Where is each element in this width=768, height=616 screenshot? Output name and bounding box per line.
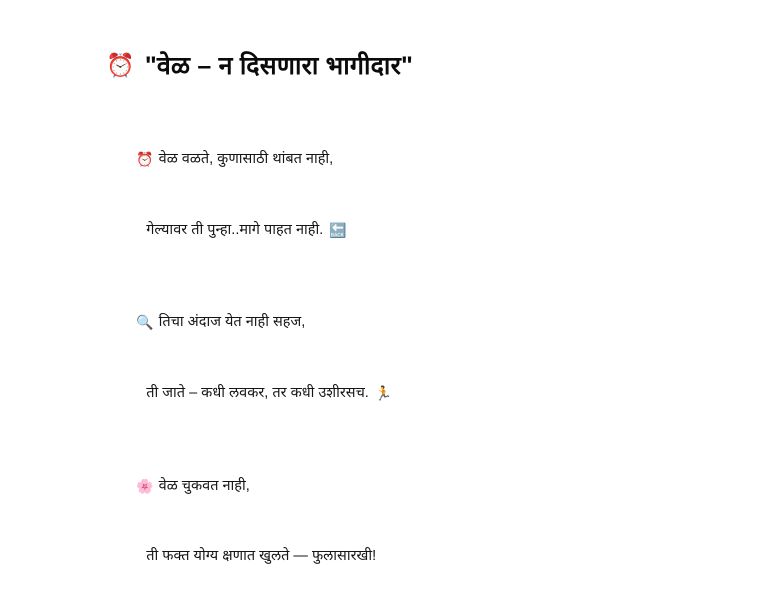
stanza xyxy=(104,125,708,266)
poem-line-text: ती जाते – कधी लवकर, तर कधी उशीरसच. xyxy=(146,384,369,401)
magnifying-glass-icon: 🔍 xyxy=(136,315,154,332)
poem-line-text: वेळ चुकवत नाही, xyxy=(158,477,250,494)
poem-line-text: ती फक्त योग्य क्षणात खुलते — फुलासारखी! xyxy=(146,548,377,565)
alarm-clock-icon: ⏰ xyxy=(106,53,135,80)
poem-line xyxy=(104,522,708,592)
back-arrow-icon: 🔙 xyxy=(329,222,347,239)
stanza xyxy=(104,451,708,592)
poem-line-text: गेल्यावर ती पुन्हा..मागे पाहत नाही. xyxy=(146,221,324,238)
poem-line xyxy=(104,195,708,266)
poem-line-text: वेळ वळते, कुणासाठी थांबत नाही, xyxy=(158,150,334,167)
poem-line-text: तिचा अंदाज येत नाही सहज, xyxy=(158,314,306,331)
alarm-clock-icon: ⏰ xyxy=(136,151,154,168)
stanza xyxy=(104,288,708,429)
blossom-icon: 🌸 xyxy=(136,478,154,495)
poem-line xyxy=(104,451,708,522)
runner-icon: 🏃 xyxy=(374,385,393,402)
poem-line xyxy=(104,125,708,196)
poem-line xyxy=(104,358,708,429)
page-title-text: "वेळ – न दिसणारा भागीदार" xyxy=(144,52,414,80)
poem-body xyxy=(104,125,708,593)
page-title xyxy=(106,50,708,83)
poem-line xyxy=(104,288,708,359)
